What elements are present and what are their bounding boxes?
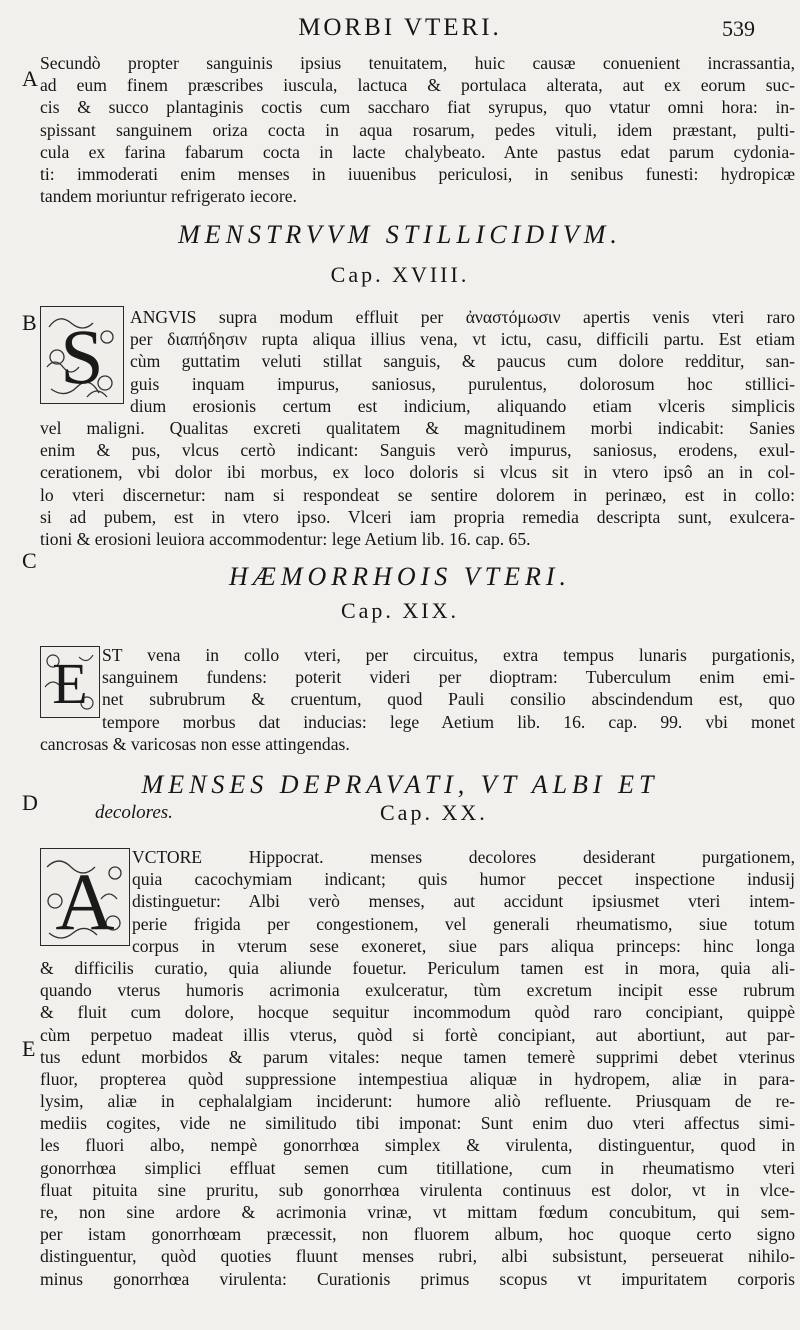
text-line: quia cacochymiam indicant; quis humor peccet inspectione indusij [132,869,795,890]
text-line: vel maligni. Qualitas excreti qualitatem & magnitudinem morbi indicabit: Sanies [40,417,795,438]
text-line: per istam gonorrhœam præcessit, non fluorem album, hoc quoque certo signo [40,1224,795,1245]
text-line: & fluit cum dolore, hocque sequitur incommodum quòd raro concipiant, quippè [40,1002,795,1023]
chapter-20-subtitle: decolores. [95,802,173,823]
text-line: quando vterus humoris acrimonia exulceratur, tùm excretum incipit esse rubrum [40,980,795,1001]
text-line: distinguentur, quòd quoties fluunt menses rubri, albi subsistunt, perseuerat nihilo- [40,1246,795,1267]
text-line: guis inquam impurus, saniosus, purulentus, dolorosum hoc stillici- [130,373,795,394]
text-line: cùm guttatim veluti stillat sanguis, & paucus cum dolore redditur, san- [130,351,795,372]
page-header [40,14,760,50]
text-line: cis & succo plantaginis coctis cum saccharo fiat syrupus, quo vtatur omni hora: in- [40,97,795,118]
text-line: ANGVIS supra modum effluit per ἀναστόμωσιν apertis venis vteri raro [130,307,795,327]
text-line: ti: immoderati enim menses in iuuenibus periculosi, in senibus funesti: hydropicæ [40,163,795,184]
text-line: fluor, propterea quòd suppressione intempestiua aliquæ in hydropem, aliæ in para- [40,1068,795,1089]
text-line: tioni & erosioni leuiora accommodentur: lege Aetium lib. 16. cap. 65. [40,528,531,549]
text-line: ad eum finem præscribes iuscula, lactuca & portulaca alterata, aut ex eorum suc- [40,75,795,96]
chapter-18-title: MENSTRVVM STILLICIDIVM. [178,220,622,249]
chapter-19-title: HÆMORRHOIS VTERI. [228,562,572,591]
initial-letter: E [52,651,88,716]
initial-letter: A [55,856,115,946]
text-line: net subrubrum & cruentum, quod Pauli consilio abscindendum est, quo [102,689,795,710]
text-line: minus gonorrhœa virulenta: Curationis primus scopus vt impuritatem corporis [40,1268,795,1289]
text-line: enim & pus, vlcus certò indicant: Sanguis verò impurus, saniosus, erodens, exul- [40,440,795,461]
text-line: distinguetur: Albi verò menses, aut accidunt ipsiusmet vteri intem- [132,891,795,912]
text-line: sanguinem fundens: poterit videri per dioptram: Tuberculum enim emi- [102,667,795,688]
text-line: corpus in vterum sese exoneret, siue pars aliqua princeps: hinc longa [132,935,795,956]
chapter-18-number: Cap. XVIII. [330,262,470,287]
text-line: lo vteri discernetur: nam si respondeat se sentire dolorem in perinæo, est in collo: [40,484,795,505]
margin-letter-a: A [22,66,38,91]
chapter-20-title: MENSES DEPRAVATI, VT ALBI ET [141,770,659,799]
margin-letter-e: E [22,1036,36,1061]
text-line: spissant sanguinem oriza cocta in aqua rosarum, pedes vituli, idem præstant, pulti- [40,119,795,140]
text-line: perie frigida per congestionem, vel generali rheumatismo, siue totum [132,913,795,934]
text-line: cerationem, vbi dolor ibi morbus, ex loco doloris si vlcus sit in vtero ipsô an in col- [40,462,795,483]
intro-paragraph [40,52,795,207]
initial-letter: S [60,313,104,400]
text-line: dium erosionis certum est indicium, aliquando etiam vlceris simplicis [130,395,795,416]
chapter-18-text [40,306,795,550]
text-line: mediis cogites, vide ne similitudo tibi imponat: Sunt enim duo vteri affectus simi- [40,1113,795,1134]
text-line: cula ex farina fabarum cocta in lacte chalybeato. Ante pastus edat parum cydonia- [40,141,795,162]
text-line: lysim, aliæ in cephalalgiam inciderunt: humore aliò refluente. Priusquam de re- [40,1091,795,1112]
text-line: & difficilis curatio, quia aliunde fouetur. Periculum tamen est in mora, quia ali- [40,957,795,978]
text-line: Secundò propter sanguinis ipsius tenuitatem, huic causæ conuenient incrassantia, [40,53,795,73]
text-line: fluat pituita sine pruritu, sub gonorrhœa virulenta continuus est dolor, vt in vlce- [40,1179,795,1200]
text-line: gonorrhœa simplici effluat semen cum titillatione, cum in rheumatismo vteri [40,1157,795,1178]
chapter-20-text [40,846,795,1290]
text-line: tus edunt morbidos & parum vitales: neque tamen temerè supprimi debet vterinus [40,1046,795,1067]
chapter-20-number: Cap. XX. [380,800,488,825]
page-number: 539 [722,16,755,41]
margin-letter-c: C [22,548,37,573]
chapter-19-number: Cap. XIX. [340,598,460,623]
chapter-19-text [40,644,795,755]
text-line: cùm perpetuo madeat illis vterus, quòd si fortè concipiant, aut abortiunt, aut par- [40,1024,795,1045]
text-line: les fluori albo, nempè gonorrhœa simplex & virulenta, distinguentur, quod in [40,1135,795,1156]
text-line: VCTORE Hippocrat. menses decolores desiderant purgationem, [132,847,795,867]
text-line: si ad pubem, est in vtero ipso. Vlceri iam propria remedia descripta sunt, exulcera- [40,506,795,527]
text-line: per διαπήδησιν rupta aliqua illius vena, vt ictu, casu, difficili partu. Est etiam [130,329,795,350]
text-line: cancrosas & varicosas non esse attingendas. [40,733,350,754]
margin-letter-d: D [22,790,38,815]
running-title: MORBI VTERI. [298,14,502,41]
text-line: ST vena in collo vteri, per circuitus, extra tempus lunaris purgationis, [102,645,795,665]
text-line: re, non sine ardore & acrimonia vrinæ, vt mittam fœdum concubitum, qui sem- [40,1202,795,1222]
margin-letter-b: B [22,310,37,335]
text-line: tandem moriuntur refrigerato iecore. [40,186,297,207]
text-line: tempore morbus dat inducias: lege Aetium lib. 16. cap. 99. vbi monet [102,711,795,732]
